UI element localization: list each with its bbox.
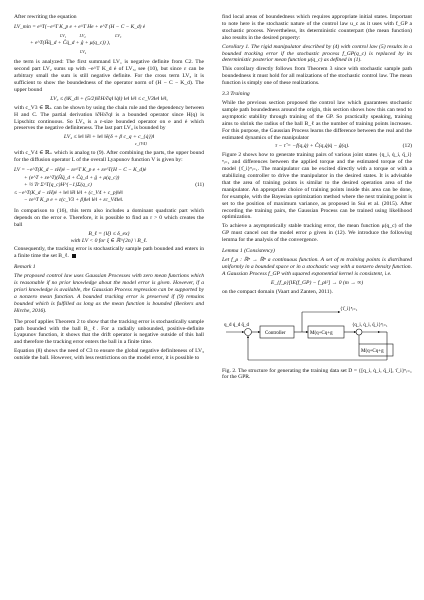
label-lv1: LV₁ — [60, 32, 67, 38]
equation-line-2: + e^T(Ĥq̈_d + Ĉq̇_d + ĝ + μ(q_c)) ), — [30, 40, 111, 47]
junction — [356, 329, 362, 335]
tau-set-label: {τ̄_i}ⁿᵢ₌₁ — [340, 306, 358, 312]
equation-number: (12) — [402, 143, 412, 150]
equation-lv-overall — [14, 167, 204, 205]
figure-training-structure — [222, 302, 412, 364]
input-label: q_d q̇_d q̈_d — [224, 322, 249, 328]
equation-number: (11) — [195, 182, 204, 189]
paragraph: Consequently, the tracking error is stochastically sample path bounded and enters in a finite time the set B_ℓ. — [14, 246, 204, 260]
equation-line: − εe^T K_p e + ε(c_V3 + β)‖e‖ ‖ė‖ + εc_V4‖e‖. — [24, 197, 124, 204]
equation-line: LV_min = e^T(−e^T K_p e + e^T He + e^T (H − C − K_d) ė — [14, 23, 146, 30]
label-lv3: LV₃ — [115, 32, 122, 38]
paragraph: This corollary directly follows from Theorem 3 since with stochastic sample path boundedness it must hold for all realizations of the stochastic control law. The mean function is simply one of these realizations. — [222, 66, 412, 87]
equation-lv4-bound: LV₄ ≤ ‖e‖ ‖ẽ‖ + ‖e‖ ‖ẽ(δ + β c_q + c_{q̇})‖ c_{V4} — [63, 134, 155, 147]
figure-caption: Fig. 2. The structure for generating the training data set D = {[q_i, q̇_i, q̈_i], τ̄_i}ⁿᵢ₌₁ for the GPR. — [222, 367, 412, 381]
model-label: M(q+Cq+g — [361, 348, 384, 354]
paragraph: Figure 2 shows how to generate training pairs of various joint states {q_i, q̇_i, q̈_i}ⁿᵢ₌₁ and differences between the applied torque and the estimated torque of the model {τ̄_i}ⁿᵢ₌₁. The manipulator can be excited directly with a torque or with a stabilizing controller to drive the manipulator in the desired states. It is advisable that the area of training points is similar to the desired operation area of the manipulator. An appropriate choice of training points inside this area can be done, for example, with the Bayesian optimization method where the next training point is set to the position of maximum variance, as proposed in Sui et al. (2015). After recording the training pairs, the Gaussian Process can be trained using likelihood optimization. — [222, 152, 412, 221]
equation-line: + ½ Tr Σ^T(q_c)H^{−1}Σ(q_c) (11) — [24, 182, 204, 189]
remark-text: The proposed control law uses Gaussian Processes with zero mean functions which is reasonable if no prior knowledge about the model error is given. However, if a priori knowledge is available, the Gaussian Process regression can be supported by a nonzero mean function. A bounded tracking error is preserved if (9) remains bounded which is fulfilled as long as the mean function is bounded (Beckers and Hirche, 2016). — [14, 273, 204, 314]
equation-line: + (e^T + εe^T)(Ĥq̈_d + Ĉq̇_d + ĝ + μ(q_c)) — [24, 174, 120, 181]
paragraph: While the previous section proposed the control law which guarantees stochastic sample path boundedness around the origin, this section shows how this can tend to asymptotic stability through training of the GP. So practically speaking, training aims to shrink the radius of the ball B_ℓ as the number of training points increases. For this purpose, the Gaussian Process learns the difference between the real and the estimated dynamics of the manipulator — [222, 99, 412, 141]
paragraph: the term is analyzed: The first summand LV₁ is negative definite from C2. The second part LV₂ sums up with −e^T K_d ė of LV₃, see (10), but since ε can be arbitrary small the sum is still negative definite. For the cross term LV₃ it is sufficient to show the boundedness of the operator norm of (H − C − K_d). The upper bound — [14, 59, 204, 93]
qed-square — [72, 254, 76, 258]
paragraph: To achieve a asymptotically stable tracking error, the mean function μ(q_c) of the GP must cancel out the model error ρ given in (12). We introduce the following lemma for the analysis of the convergence. — [222, 223, 412, 244]
paragraph: on the compact domain (Vaart and Zanten, 2011). — [222, 288, 333, 295]
equation-consistency: E_{f_ρ}[‖E(f_GP) − f_ρ‖²] → 0 (m → ∞) — [270, 279, 364, 286]
equation-ball: B_ℓ = {‖ξ‖ ≤ δ_ex} with LV < 0 for ξ ∈ ℝ^{2n} \ B_ℓ. — [70, 230, 148, 244]
equation-label-lv4: LV₄ — [80, 48, 87, 54]
paragraph: with c_V4 ∈ ℝ₊ which is analog to (9). After combining the parts, the upper bound for the diffusion operator L of the overall Lyapunov function V is given by: — [14, 150, 204, 164]
paragraph: After rewriting the equation — [14, 14, 77, 20]
section-heading: 3.3 Training — [222, 91, 250, 98]
lemma-text: Let f_ρ : ℝⁿ → ℝⁿ a continuous function. A set of m training points is distributed uniformly in a bounded space or in a stochastic way with a nonzero density function. A Gaussian Process f_GP with squared exponential kernel is consistent, i.e. — [222, 257, 412, 277]
paragraph: with c_V3 ∈ ℝ₊ can be shown by using the chain rule and the dependency between H and C. The partial derivation ‖∂H/∂q‖ is a bounded operator since H(q) is Lipschitz continuous. So LV₃ is a ε-size bounded operator on e and ė which preserves the negative definiteness. The last part LV₄ is bounded by — [14, 104, 204, 132]
equation-lv-min — [14, 24, 204, 56]
paragraph: The proof applies Theorem 2 to show that the tracking error is stochastically sample path bounded with the ball B_ℓ. For a radially unbounded, positive-definite Lyapunov function, it shows that the drift operator is negative outside of this ball and therefore the tracking error enters the ball in a finite time. — [14, 318, 204, 346]
right-column — [222, 14, 412, 383]
paragraph: Equation (8) shows the need of C3 to ensure the global negative definiteness of LV₃ outside the ball. However, with less restrictions on the model error, it is possible to — [14, 348, 204, 362]
block-diagram — [222, 302, 412, 364]
corollary-text: The rigid manipulator described by (4) with control law (5) results in a bounded tracking error if the stochastic process f_GP(q_c) is replaced by its deterministic posterior mean function μ(q_c) as defined in (1). — [222, 43, 413, 64]
left-column — [14, 14, 204, 364]
equation-lv3-bound: LV₃ ≤ (‖K_d‖ + (5/2)‖∂H/∂q‖ ‖q̇‖) ‖e‖ ‖ė‖ ≤ c_V3‖e‖ ‖ė‖, — [50, 95, 168, 102]
summing-junction — [245, 328, 252, 335]
label-lv2: LV₂ — [79, 32, 86, 38]
controller-label: Controller — [265, 330, 286, 336]
paragraph: find local areas of boundedness which requires appropriate initial states. Important to note here is the stochastic nature of the control law u_c as it uses with f_GP a stochastic process. Nevertheless, its deterministic counterpart (the mean function) also results in the desired property: — [222, 14, 412, 41]
paragraph: In comparison to (16), this term also includes a dominant quadratic part which depends on the error e. Therefore, it is possible to find an r > 0 which creates the ball — [14, 207, 204, 228]
corollary-title: Corollary 1. — [222, 43, 250, 50]
remark-title: Remark 1 — [14, 264, 36, 271]
corollary — [222, 44, 412, 65]
equation-torque-diff: τ − τ̂ = −f(q,q̇) + Ĉ(q,q̇)q̇ − ĝ(q). (12) — [275, 143, 412, 150]
equation-line: LV = −e^T(K_d − εH)ė − εe^T K_p e + εe^T(H − C − K_d)ė — [14, 166, 147, 173]
output-set-label: {q_i, q̇_i, q̈_i}ⁿᵢ₌₁ — [352, 322, 388, 328]
lemma-title: Lemma 1 (Consistency) — [222, 248, 275, 255]
plant-label: M(q+Cq+g — [310, 330, 333, 336]
equation-brace-labels — [14, 32, 204, 41]
equation-line: ≤ −e^T(K_d − εH)ė + ‖e‖ ‖ẽ‖ ‖ė‖ + (c_V4 + c_p)‖ė‖ — [14, 189, 123, 196]
